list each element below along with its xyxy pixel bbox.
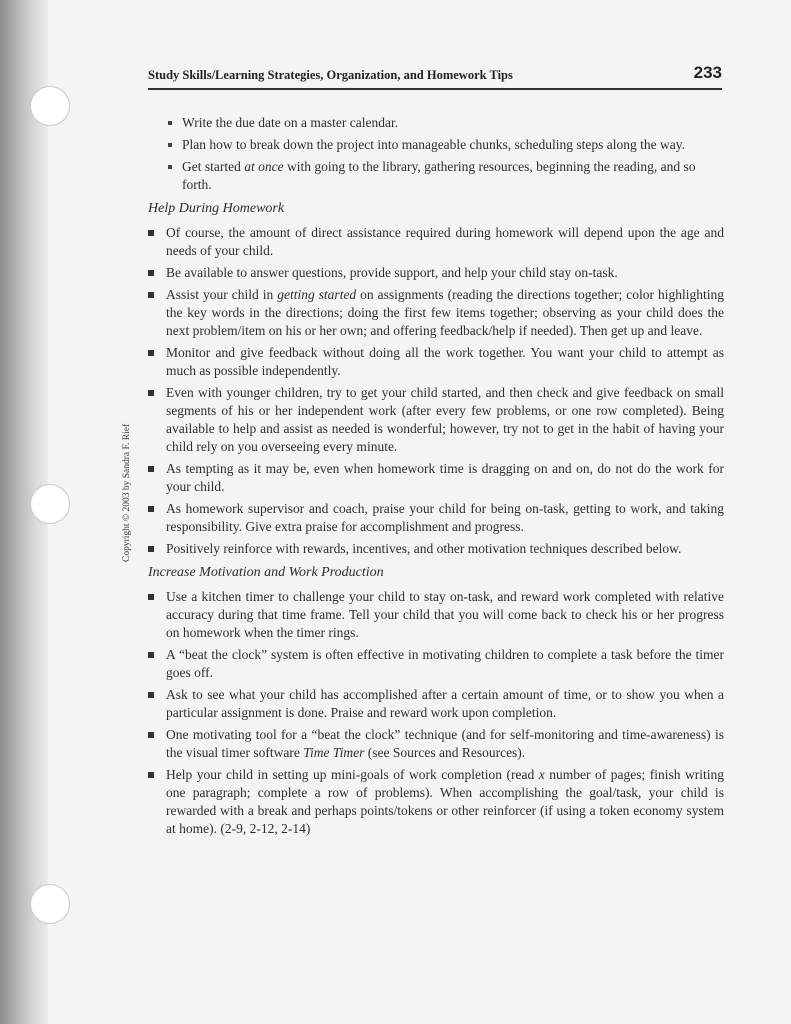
punch-hole [30,884,70,924]
page-header [148,63,722,90]
list-item: Write the due date on a master calendar. [164,114,724,132]
page-body [148,114,724,842]
list-item: As tempting as it may be, even when homework time is dragging on and on, do not do the work for your child. [148,460,724,496]
list-item: As homework supervisor and coach, praise your child for being on-task, getting to work, and taking responsibility. Give extra praise for accomplishment and progress. [148,500,724,536]
list-item: Of course, the amount of direct assistance required during homework will depend upon the age and needs of your child. [148,224,724,260]
list-item: Get started at once with going to the library, gathering resources, beginning the reading, and so forth. [164,158,724,194]
list-item: Help your child in setting up mini-goals of work completion (read x number of pages; finish writing one paragraph; complete a row of problems). When accomplishing the goal/task, your child is rewarded with a break and perhaps points/tokens or other reinforcer (if using a token economy system at home). (2-9, 2-12, 2-14) [148,766,724,838]
list-item: Even with younger children, try to get your child started, and then check and give feedback on small segments of his or her independent work (after every few problems, or one row completed). Being available to help and assist as needed is wonderful; however, try not to get in the habit of having your child rely on you overseeing every minute. [148,384,724,456]
punch-hole [30,86,70,126]
homework-help-list [148,224,724,558]
top-bullet-list [164,114,724,194]
copyright-text: Copyright © 2003 by Sandra F. Rief [122,423,132,562]
list-item: Be available to answer questions, provide support, and help your child stay on-task. [148,264,724,282]
list-item: Plan how to break down the project into manageable chunks, scheduling steps along the way. [164,136,724,154]
motivation-list [148,588,724,838]
page-number: 233 [693,63,722,82]
section-heading: Increase Motivation and Work Production [148,565,384,580]
list-item: Positively reinforce with rewards, incentives, and other motivation techniques described below. [148,540,724,558]
list-item: One motivating tool for a “beat the clock” technique (and for self-monitoring and time-awareness) is the visual timer software Time Timer (see Sources and Resources). [148,726,724,762]
list-item: Assist your child in getting started on assignments (reading the directions together; color highlighting the key words in the directions; doing the first few items together; observing as your child does the next problem/item on his or her own; and offering feedback/help if needed). Then get up and leave. [148,286,724,340]
list-item: Use a kitchen timer to challenge your child to stay on-task, and reward work completed with relative accuracy during that time frame. Tell your child that you will come back to check his or her progress on homework when the timer rings. [148,588,724,642]
punch-hole [30,484,70,524]
list-item: Ask to see what your child has accomplished after a certain amount of time, or to show you when a particular assignment is done. Praise and reward work upon completion. [148,686,724,722]
section-heading: Help During Homework [148,201,285,216]
list-item: Monitor and give feedback without doing all the work together. You want your child to attempt as much as possible independently. [148,344,724,380]
running-head: Study Skills/Learning Strategies, Organization, and Homework Tips [148,68,513,82]
list-item: A “beat the clock” system is often effective in motivating children to complete a task before the timer goes off. [148,646,724,682]
copyright-margin-note [122,410,134,570]
